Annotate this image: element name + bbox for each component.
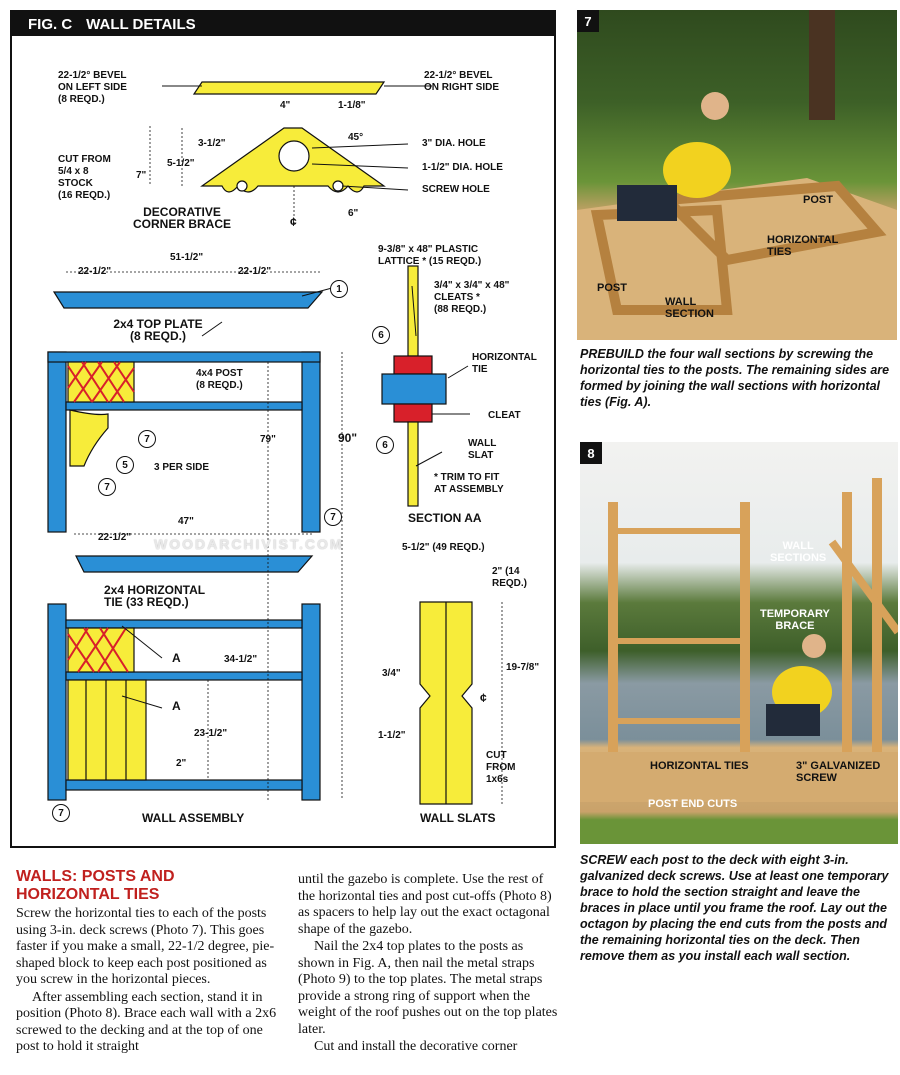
callout-5: 5 [116,456,134,474]
label-dim-6: 6" [348,208,359,219]
photo-7-number: 7 [577,10,599,32]
label-slat-cut: CUT FROM 1x6s [486,750,516,785]
label-post: 4x4 POST (8 REQD.) [196,368,243,391]
label-lattice: 9-3/8" x 48" PLASTIC LATTICE * (15 REQD.) [378,244,482,267]
watermark: WOODARCHIVIST.COM [154,536,344,552]
label-dim-1-1-2: 1-1/2" [378,730,406,741]
callout-1: 1 [330,280,348,298]
photo-8-caption-lead: SCREW [580,853,627,867]
photo-8-label-horizontal-ties: HORIZONTAL TIES [650,760,749,772]
label-hole-3: 3" DIA. HOLE [422,138,486,149]
photo-7-label-post-top: POST [803,194,833,206]
article-col2-para3: Cut and install the decorative corner [314,1039,518,1054]
section-lattice [408,266,418,356]
callout-6a: 6 [372,326,390,344]
callout-7b: 7 [98,478,116,496]
label-dim-23-1-2: 23-1/2" [194,728,228,739]
article-col2-para2: Nail the 2x4 top plates to the posts as shown in Fig. A, then nail the metal straps (Photo 9) to the top plates. The metal straps provide a strong ring of support when the weight of the roof pushes out on the top plates later. [298,939,558,1037]
photo-8 [580,442,898,844]
brace-side [70,410,108,466]
label-horiz-tie-req: 2x4 HORIZONTAL TIE (33 REQD.) [104,583,206,609]
label-centerline-2: ¢ [480,691,487,705]
callout-6b: 6 [376,436,394,454]
photo-7-label-wall-section: WALL SECTION [665,296,714,320]
photo-8-caption-text: each post to the deck with eight 3-in. galvanized deck screws. Use at least one temporary brace to hold the section straight and leave the braces in place until you frame the roof. Lay out the octagon by placing the end cuts from the posts and the remaining horizontal ties on the deck. Then remove them as you install each wall section. [580,853,889,963]
label-dim-22-1-2-c: 22-1/2" [98,532,132,543]
label-dim-90: 90" [338,431,358,445]
figure-header [12,12,554,36]
callout-7d: 7 [52,804,70,822]
article-title: WALLS: POSTS AND HORIZONTAL TIES [16,868,175,903]
figure-panel [10,10,556,848]
photo-7-caption [580,346,896,410]
figure-id: FIG. C [28,15,73,33]
top-plate [54,292,322,308]
label-arrow-a1: A [172,651,181,665]
label-dim-45: 45° [348,132,364,143]
label-cleats: 3/4" x 3/4" x 48" CLEATS * (88 REQD.) [434,280,510,315]
post-right-upper [302,352,320,532]
label-centerline-1: ¢ [290,215,297,229]
label-bevel-right: 22-1/2° BEVEL ON RIGHT SIDE [424,70,500,93]
label-bevel-left: 22-1/2° BEVEL ON LEFT SIDE (8 REQD.) [58,70,127,105]
bevel-piece [194,82,384,94]
brace-hole-small-left [237,181,247,191]
label-dim-4: 4" [280,100,291,111]
post-left-upper [48,352,66,532]
section-tie [382,374,446,404]
label-dim-3-4: 3/4" [382,668,401,679]
label-dim-79: 79" [260,434,276,445]
post-right-lower [302,604,320,800]
label-arrow-a2: A [172,699,181,713]
photo-8-caption [580,852,896,964]
article-col1-para2: After assembling each section, stand it in position (Photo 8). Brace each wall with a 2x6 screwed to the decking and at the top of one post to hold it straight [16,989,277,1054]
label-dim-22-1-2-b: 22-1/2" [238,266,272,277]
brace-hole-large [279,141,309,171]
label-dim-51-1-2: 51-1/2" [170,252,204,263]
label-decorative-brace: DECORATIVE CORNER BRACE [132,205,232,231]
photo-8-label-galvanized: 3" GALVANIZED SCREW [796,760,881,784]
photo-7-caption-lead: PREBUILD [580,347,644,361]
photo-8-number: 8 [580,442,602,464]
photo-8-label-temporary-brace: TEMPORARY BRACE [760,608,830,632]
label-wall-slats: WALL SLATS [420,811,496,825]
label-dim-22-1-2-a: 22-1/2" [78,266,112,277]
label-section-aa: SECTION AA [408,511,482,525]
label-dim-19-7-8: 19-7/8" [506,662,540,673]
label-slat-2: 2" (14 REQD.) [492,566,527,589]
callout-7a: 7 [138,430,156,448]
top-rail [48,352,320,362]
label-hole-1-1-2: 1-1/2" DIA. HOLE [422,162,503,173]
article-column-2 [298,872,560,1057]
tie-lower-3 [66,780,302,790]
section-cleat-bottom [394,404,432,422]
label-cleat: CLEAT [488,410,521,421]
brace-hole-small-right [333,181,343,191]
figure-title: WALL DETAILS [86,15,196,33]
label-dim-47: 47" [178,516,194,527]
post-left-lower [48,604,66,800]
label-wall-slat: WALL SLAT [468,438,497,461]
label-dim-7: 7" [136,170,147,181]
label-dim-1-1-8: 1-1/8" [338,100,366,111]
label-horizontal-tie: HORIZONTAL TIE [472,352,537,375]
label-cut-from: CUT FROM 5/4 x 8 STOCK (16 REQD.) [58,154,111,201]
article-col2-para1: until the gazebo is complete. Use the rest of the horizontal ties and post cut-offs (Photo 8) as spacers to help lay out the exact octagonal shape of the gazebo. [298,872,552,937]
tie-lower-1 [66,620,302,628]
slats-lower [68,680,146,780]
photo-7 [577,10,897,340]
label-screw-hole: SCREW HOLE [422,184,490,195]
tie-upper [66,402,302,410]
photo-8-label-wall-sections: WALL SECTIONS [770,540,827,564]
horizontal-tie [76,556,312,572]
callout-7c: 7 [324,508,342,526]
label-trim: * TRIM TO FIT AT ASSEMBLY [434,472,504,495]
label-dim-3-1-2: 3-1/2" [198,138,226,149]
label-top-plate: 2x4 TOP PLATE (8 REQD.) [113,317,203,343]
article-column-1 [16,906,282,1057]
section-cleat-top [394,356,432,374]
label-wall-assembly: WALL ASSEMBLY [142,811,245,825]
photo-7-label-post-left: POST [597,282,627,294]
label-dim-5-1-2: 5-1/2" [167,158,195,169]
article-col1-para1: Screw the horizontal ties to each of the posts using 3-in. deck screws (Photo 7). This goes faster if you make a small, 22-1/2 degree, pie-shaped block to keep each post positioned as you screw in the horizontal pieces. [16,906,275,987]
label-slat-req: 5-1/2" (49 REQD.) [402,542,485,553]
tie-lower-2 [66,672,302,680]
label-dim-34-1-2: 34-1/2" [224,654,258,665]
label-dim-2: 2" [176,758,187,769]
photo-8-label-post-end-cuts: POST END CUTS [648,798,738,810]
photo-7-caption-text: the four wall sections by screwing the horizontal ties to the posts. The remaining sides are formed by joining the wall sections with horizontal ties (Fig. A). [580,347,890,409]
photo-7-label-horizontal-ties: HORIZONTAL TIES [767,234,839,258]
section-slat [408,422,418,506]
label-per-side: 3 PER SIDE [154,462,210,473]
